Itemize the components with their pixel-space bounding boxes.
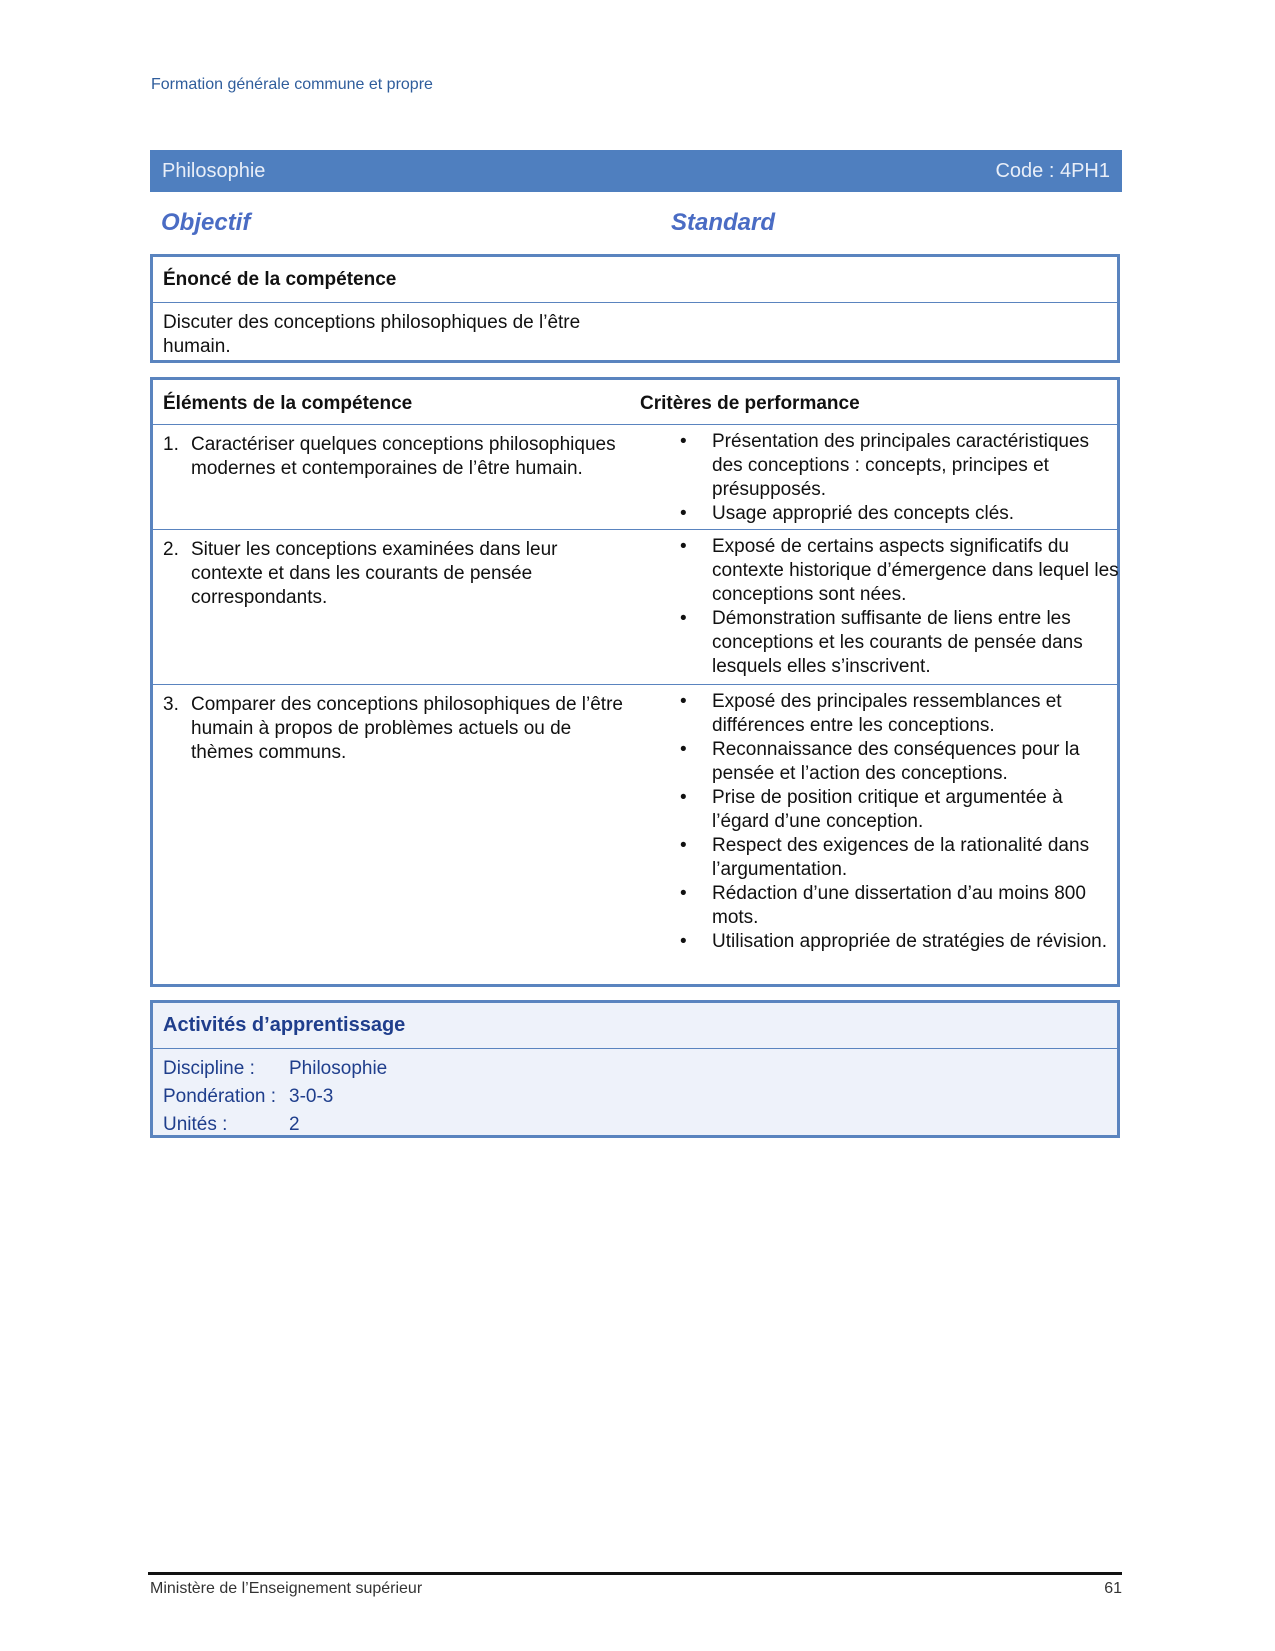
elements-table-header bbox=[153, 380, 1117, 425]
element-text bbox=[163, 693, 623, 765]
element-description: Comparer des conceptions philosophiques de l’être humain à propos de problèmes actuels ou de thèmes communs. bbox=[191, 694, 623, 763]
criterion-item: • Rédaction d’une dissertation d’au moins 800 mots. bbox=[676, 882, 1121, 930]
criteria-list bbox=[676, 535, 1121, 679]
footer-rule bbox=[148, 1572, 1122, 1575]
unites-line bbox=[153, 1111, 1117, 1139]
element-number: 1. bbox=[163, 434, 179, 455]
criterion-item: • Exposé de certains aspects significatifs du contexte historique d’émergence dans lequel les conceptions sont nées. bbox=[676, 535, 1121, 607]
table-row bbox=[153, 685, 1117, 985]
element-number: 3. bbox=[163, 694, 179, 715]
page-footer bbox=[150, 1580, 1122, 1598]
objective-standard-row bbox=[161, 209, 781, 237]
enonce-title: Énoncé de la compétence bbox=[153, 257, 1117, 303]
enonce-text: Discuter des conceptions philosophiques de l’être humain. bbox=[163, 312, 581, 357]
discipline-value: Philosophie bbox=[289, 1058, 388, 1079]
unites-value: 2 bbox=[289, 1114, 300, 1135]
criterion-item: • Reconnaissance des conséquences pour la pensée et l’action des conceptions. bbox=[676, 738, 1121, 786]
element-description: Situer les conceptions examinées dans leur contexte et dans les courants de pensée correspondants. bbox=[191, 539, 558, 608]
criteria-list bbox=[676, 690, 1121, 954]
criterion-item: • Utilisation appropriée de stratégies de révision. bbox=[676, 930, 1121, 954]
objectif-label: Objectif bbox=[161, 209, 251, 236]
activites-box bbox=[150, 1000, 1120, 1138]
standard-label: Standard bbox=[671, 209, 776, 236]
footer-ministry: Ministère de l’Enseignement supérieur bbox=[150, 1580, 423, 1597]
table-row bbox=[153, 425, 1117, 530]
criterion-item: • Usage approprié des concepts clés. bbox=[676, 502, 1121, 526]
course-name: Philosophie bbox=[162, 159, 266, 182]
element-number: 2. bbox=[163, 539, 179, 560]
unites-label: Unités : bbox=[163, 1114, 228, 1135]
ponderation-value: 3-0-3 bbox=[289, 1086, 334, 1107]
discipline-line bbox=[153, 1055, 1117, 1083]
element-text bbox=[163, 433, 623, 481]
ponderation-line bbox=[153, 1083, 1117, 1111]
criteria-column-title: Critères de performance bbox=[640, 393, 860, 414]
activites-title: Activités d’apprentissage bbox=[153, 1003, 1117, 1049]
discipline-label: Discipline : bbox=[163, 1058, 255, 1079]
course-code: Code : 4PH1 bbox=[995, 159, 1110, 182]
table-row bbox=[153, 530, 1117, 685]
criterion-item: • Démonstration suffisante de liens entre les conceptions et les courants de pensée dans lesquels elles s’inscrivent. bbox=[676, 607, 1121, 679]
elements-column-title: Éléments de la compétence bbox=[163, 393, 413, 414]
course-title-bar bbox=[150, 150, 1122, 192]
header-note: Formation générale commune et propre bbox=[151, 76, 433, 93]
enonce-box bbox=[150, 254, 1120, 363]
criterion-item: • Exposé des principales ressemblances et différences entre les conceptions. bbox=[676, 690, 1121, 738]
criterion-item: • Prise de position critique et argumentée à l’égard d’une conception. bbox=[676, 786, 1121, 834]
element-text bbox=[163, 538, 623, 610]
page-number: 61 bbox=[1104, 1580, 1122, 1597]
element-description: Caractériser quelques conceptions philosophiques modernes et contemporaines de l’être humain. bbox=[191, 434, 616, 479]
criterion-item: • Présentation des principales caractéristiques des conceptions : concepts, principes et présupposés. bbox=[676, 430, 1121, 502]
elements-table bbox=[150, 377, 1120, 987]
ponderation-label: Pondération : bbox=[163, 1086, 277, 1107]
criterion-item: • Respect des exigences de la rationalité dans l’argumentation. bbox=[676, 834, 1121, 882]
criteria-list bbox=[676, 430, 1121, 526]
